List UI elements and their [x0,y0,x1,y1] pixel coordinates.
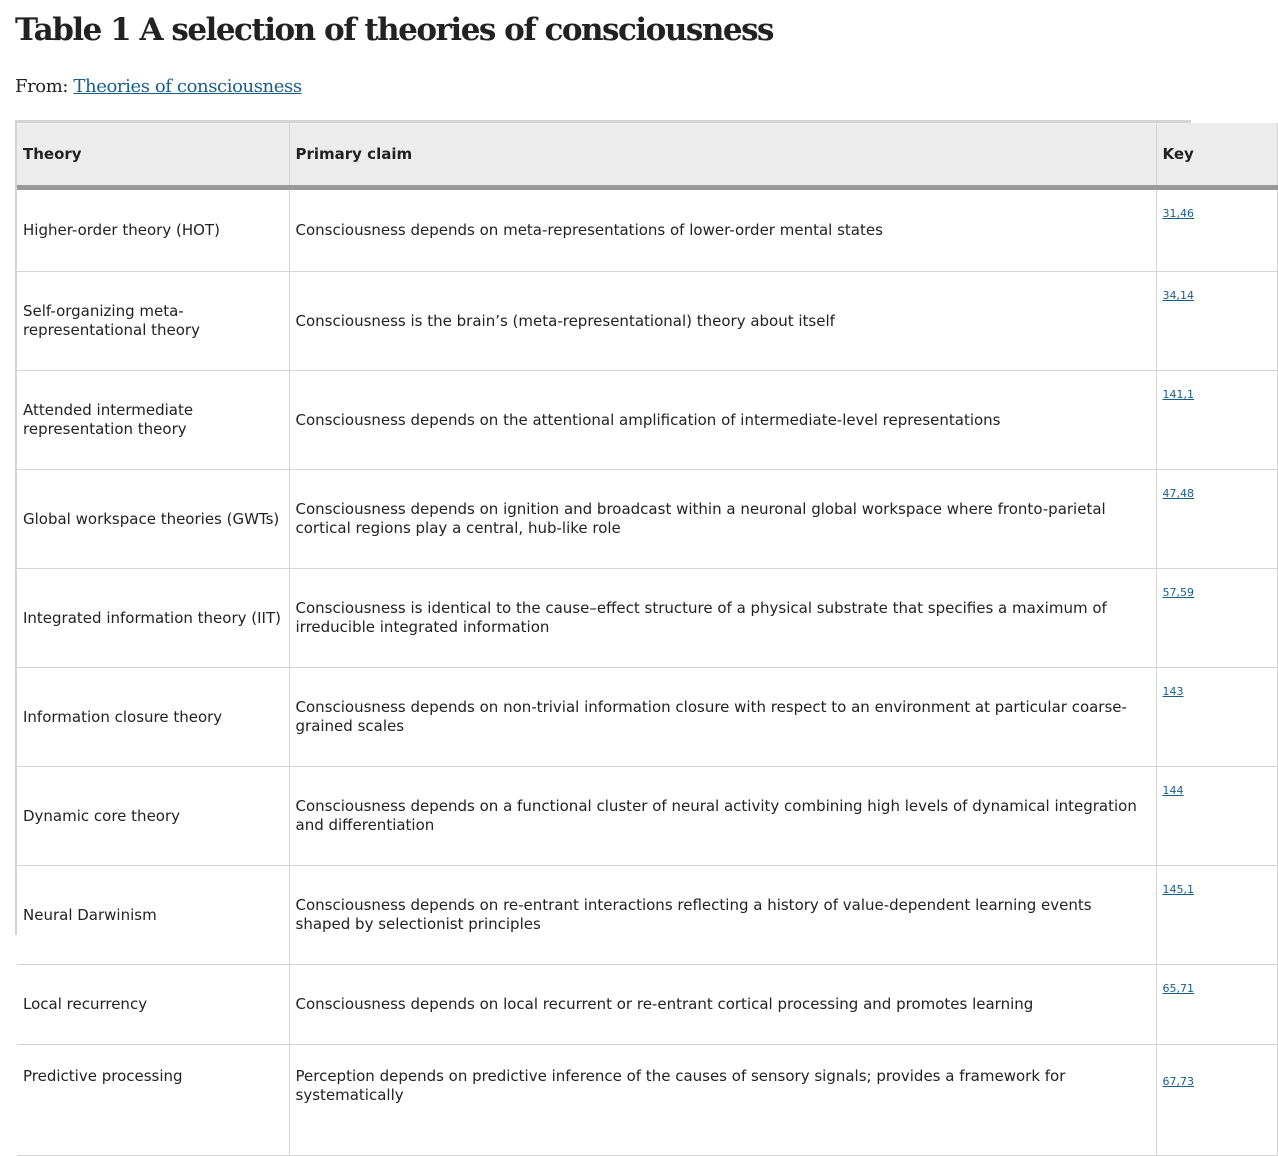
reference-link[interactable]: 145,1 [1162,883,1194,896]
table-row [17,965,1277,1045]
theory-cell: Dynamic core theory [17,767,289,866]
reference-link[interactable]: 34,14 [1162,289,1194,302]
table-row [17,668,1277,767]
claim-cell: Consciousness is identical to the cause–effect structure of a physical substrate that specifies a maximum of irreducible integrated information [289,569,1156,668]
reference-link[interactable]: 65,71 [1162,982,1194,995]
refs-cell [1156,767,1277,866]
theory-cell: Local recurrency [17,965,289,1045]
reference-link[interactable]: 67,73 [1162,1075,1194,1088]
theory-cell: Integrated information theory (IIT) [17,569,289,668]
theory-cell: Self-organizing meta-representational theory [17,272,289,371]
theories-table-container[interactable] [15,120,1194,1104]
table-row [17,470,1277,569]
claim-cell: Consciousness depends on the attentional amplification of intermediate-level representations [289,371,1156,470]
source-article-link[interactable]: Theories of consciousness [73,76,302,97]
source-line [15,76,302,97]
header-primary-claim: Primary claim [289,123,1156,188]
theory-cell: Global workspace theories (GWTs) [17,470,289,569]
claim-cell: Consciousness depends on a functional cluster of neural activity combining high levels of dynamical integration and differentiation [289,767,1156,866]
refs-cell [1156,470,1277,569]
table-row [17,866,1277,965]
refs-cell [1156,866,1277,965]
claim-cell: Consciousness depends on meta-representations of lower-order mental states [289,188,1156,272]
claim-cell: Consciousness depends on ignition and broadcast within a neuronal global workspace where fronto-parietal cortical regions play a central, hub-like role [289,470,1156,569]
table-row [17,1045,1277,1156]
claim-cell: Consciousness depends on non-trivial information closure with respect to an environment at particular coarse-grained scales [289,668,1156,767]
claim-cell: Perception depends on predictive inference of the causes of sensory signals; provides a framework for systematically [289,1045,1156,1156]
theories-table [17,123,1278,1156]
claim-cell: Consciousness depends on re-entrant interactions reflecting a history of value-dependent learning events shaped by selectionist principles [289,866,1156,965]
reference-link[interactable]: 143 [1162,685,1184,698]
reference-link[interactable]: 144 [1162,784,1184,797]
refs-cell [1156,371,1277,470]
table-row [17,272,1277,371]
claim-cell: Consciousness depends on local recurrent or re-entrant cortical processing and promotes learning [289,965,1156,1045]
theory-cell: Attended intermediate representation theory [17,371,289,470]
theory-cell: Higher-order theory (HOT) [17,188,289,272]
theory-cell: Information closure theory [17,668,289,767]
theory-cell: Predictive processing [17,1045,289,1156]
reference-link[interactable]: 141,1 [1162,388,1194,401]
refs-cell [1156,965,1277,1045]
claim-cell: Consciousness is the brain’s (meta-representational) theory about itself [289,272,1156,371]
refs-cell [1156,188,1277,272]
reference-link[interactable]: 31,46 [1162,207,1194,220]
reference-link[interactable]: 57,59 [1162,586,1194,599]
reference-link[interactable]: 47,48 [1162,487,1194,500]
refs-cell [1156,1045,1277,1156]
header-key-references: Key [1156,123,1277,188]
table-row [17,371,1277,470]
table-header-row [17,123,1277,188]
page-title: Table 1 A selection of theories of consciousness [15,12,773,48]
theory-cell: Neural Darwinism [17,866,289,965]
refs-cell [1156,569,1277,668]
refs-cell [1156,668,1277,767]
table-row [17,188,1277,272]
table-row [17,767,1277,866]
from-label: From: [15,76,69,97]
table-row [17,569,1277,668]
refs-cell [1156,272,1277,371]
header-theory: Theory [17,123,289,188]
